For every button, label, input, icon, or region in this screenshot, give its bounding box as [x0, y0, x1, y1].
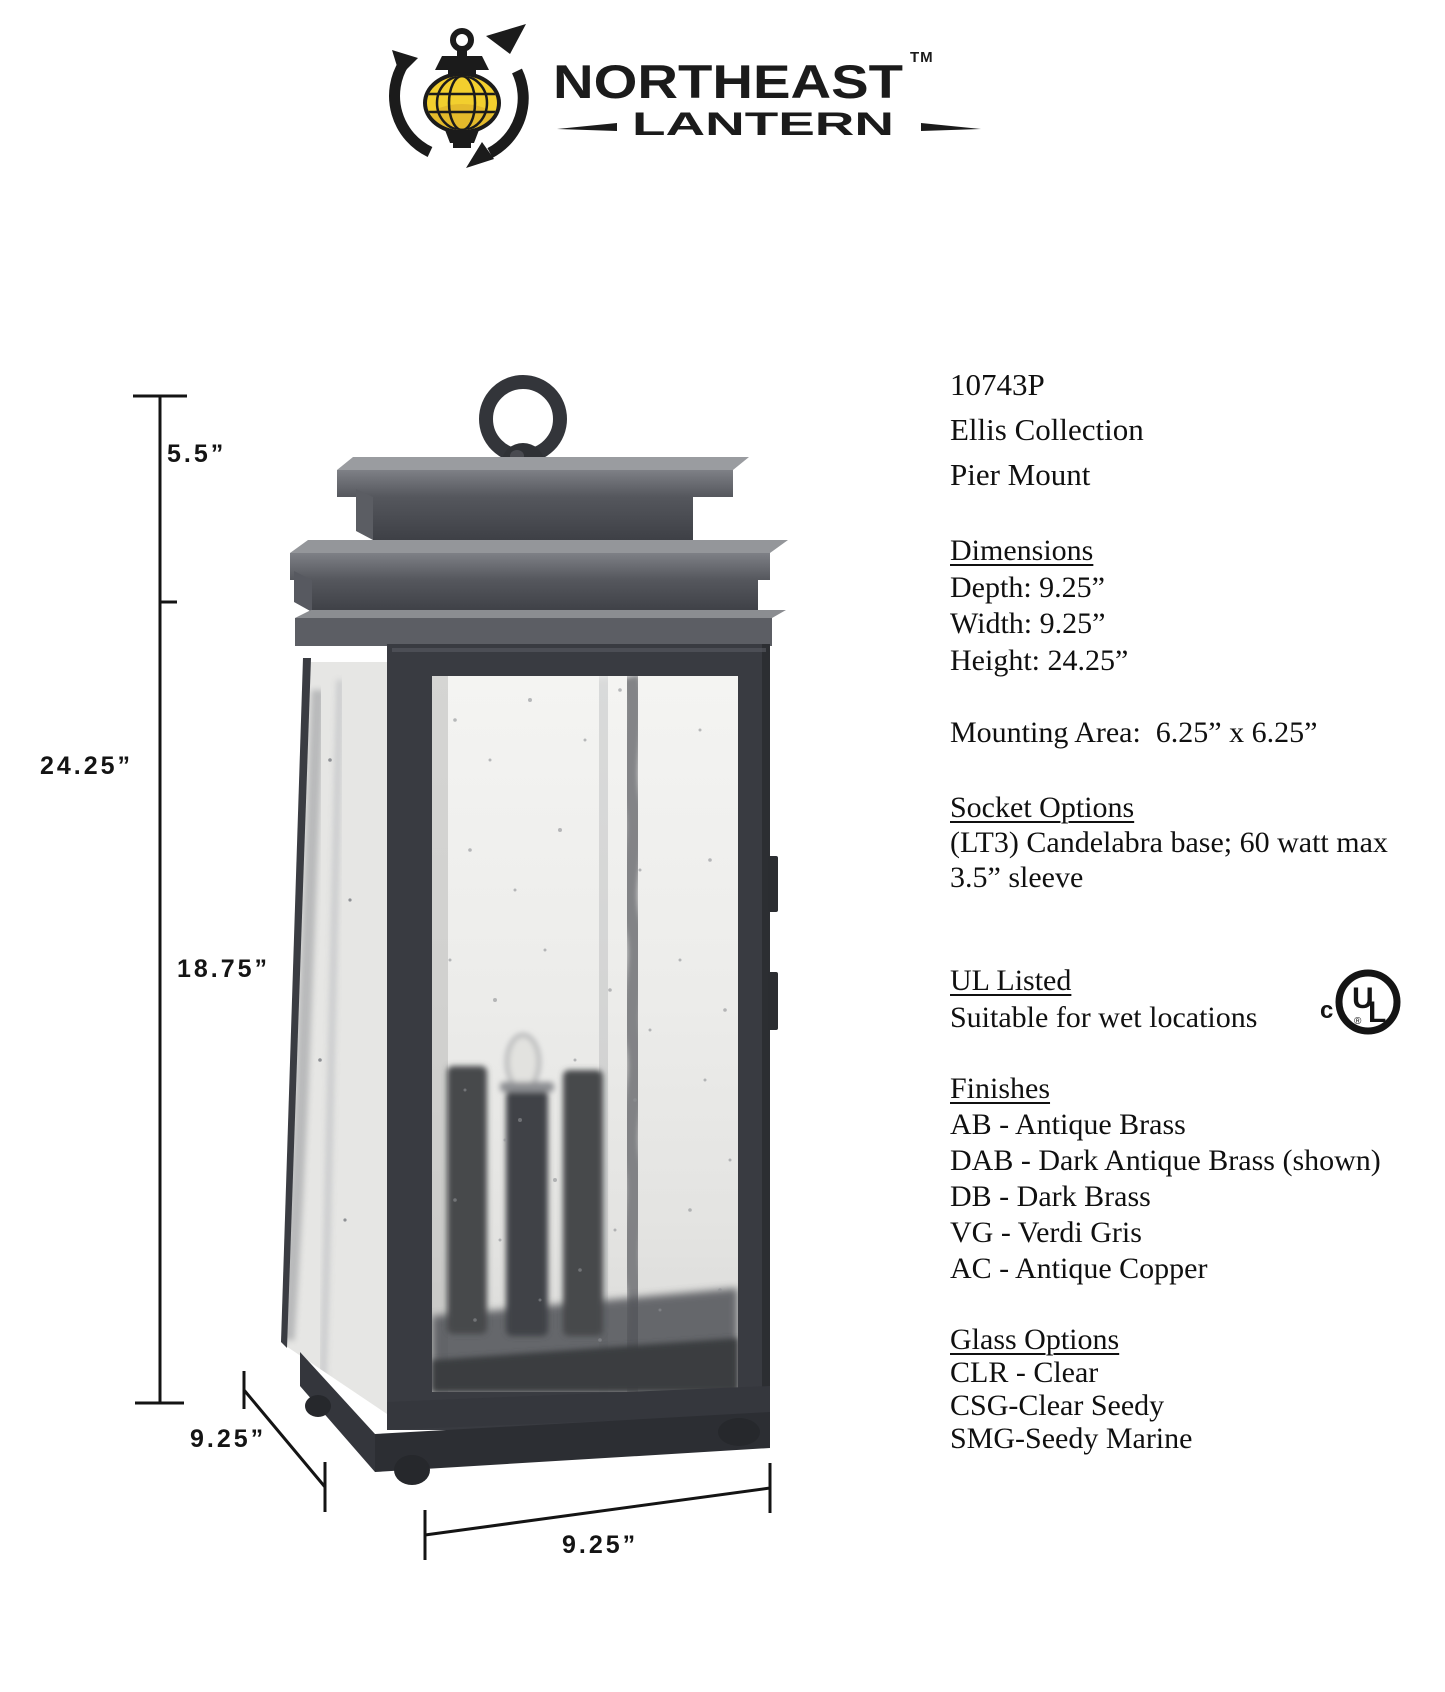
section-glass-options: [950, 1323, 1192, 1455]
dimension-depth: Depth: 9.25”: [950, 570, 1105, 604]
ul-mark-icon: [1306, 960, 1416, 1050]
ul-mark-registered: ®: [1354, 1016, 1362, 1027]
dim-label-width: 9.25”: [562, 1531, 639, 1559]
candles: [447, 1035, 603, 1336]
glass-options-heading: Glass Options: [950, 1323, 1120, 1356]
section-ul-listed: [950, 963, 1257, 1036]
section-socket-options: [950, 790, 1388, 895]
section-dimensions: [950, 533, 1128, 679]
glass-item: SMG-Seedy Marine: [950, 1422, 1193, 1455]
mounting-area-line: Mounting Area: 6.25” x 6.25”: [950, 716, 1318, 749]
finish-item: DB - Dark Brass: [950, 1180, 1151, 1213]
lantern-illustration: [281, 382, 788, 1485]
socket-line2: 3.5” sleeve: [950, 861, 1084, 894]
cap-tier-2: [290, 540, 788, 646]
dimensions-heading: Dimensions: [950, 534, 1094, 567]
finishes-heading: Finishes: [950, 1072, 1051, 1105]
finish-item: AC - Antique Copper: [950, 1252, 1208, 1285]
finish-item: AB - Antique Brass: [950, 1108, 1186, 1141]
glass-item: CSG-Clear Seedy: [950, 1389, 1165, 1422]
ul-mark-c: c: [1320, 997, 1334, 1024]
product-model: 10743P: [950, 367, 1045, 402]
ul-listed-line: Suitable for wet locations: [950, 1000, 1258, 1034]
glass-panel: [432, 676, 738, 1392]
product-type: Pier Mount: [950, 457, 1091, 492]
side-glass-panel: [281, 658, 387, 1414]
section-mounting-area: [950, 715, 1317, 752]
finish-item: VG - Verdi Gris: [950, 1216, 1142, 1249]
cap-tier-1: [337, 457, 749, 540]
ul-mark-l: L: [1368, 996, 1387, 1029]
height-dim-line: [133, 396, 187, 1403]
finish-item: DAB - Dark Antique Brass (shown): [950, 1144, 1381, 1177]
ul-mark-u: U: [1352, 982, 1374, 1015]
dim-label-total-height: 24.25”: [40, 752, 134, 780]
product-title-block: [950, 362, 1144, 497]
brand-name: NORTHEAST: [553, 55, 904, 108]
logo-dash-right-icon: [921, 123, 981, 131]
brand-subname: LANTERN: [632, 106, 894, 142]
product-collection: Ellis Collection: [950, 412, 1144, 447]
dimension-width: Width: 9.25”: [950, 607, 1106, 640]
dim-label-body-height: 18.75”: [177, 955, 271, 983]
dim-label-cap-height: 5.5”: [167, 440, 227, 468]
socket-line1: (LT3) Candelabra base; 60 watt max: [950, 826, 1388, 859]
dim-label-depth: 9.25”: [190, 1425, 267, 1453]
dimension-height: Height: 24.25”: [950, 643, 1129, 677]
glass-item: CLR - Clear: [950, 1356, 1099, 1389]
trademark-label: TM: [910, 49, 934, 66]
socket-options-heading: Socket Options: [950, 791, 1135, 824]
section-finishes: [950, 1071, 1381, 1287]
ul-listed-heading: UL Listed: [950, 964, 1072, 997]
